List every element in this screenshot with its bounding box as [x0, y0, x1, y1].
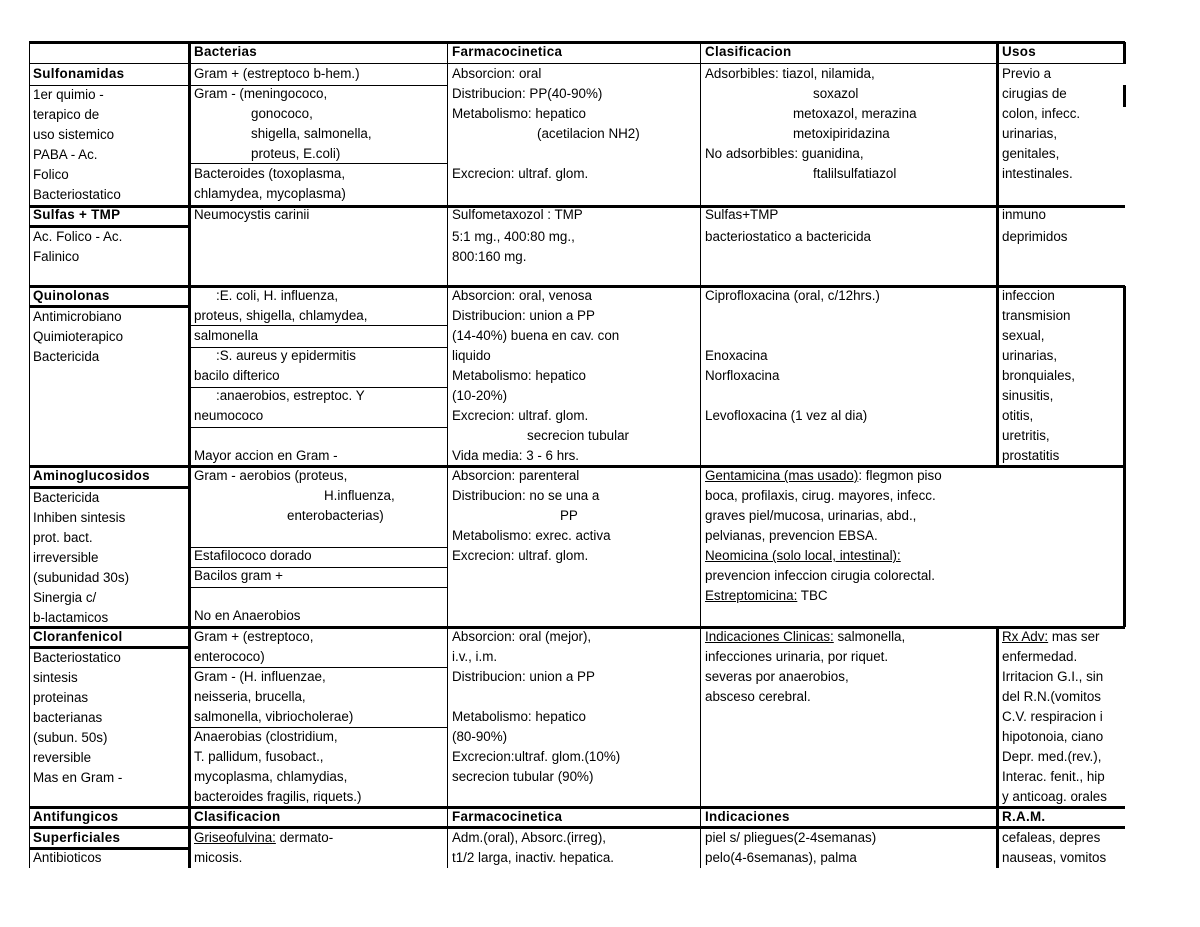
quinolonas-desc: Antimicrobiano Quimioterapico Bactericida [33, 309, 124, 364]
sulfas-tmp-desc: Ac. Folico - Ac. Falinico [33, 229, 123, 264]
col-border [996, 42, 999, 466]
sulfonamidas-clasificacion: Adsorbibles: tiazol, nilamida, soxazol metoxazol, merazina metoxipiridazina No adsorbibles: guanidina, ftalilsulfatiazol [705, 66, 917, 181]
sulfas-tmp-clasificacion: Sulfas+TMP bacteriostatico a bactericida [705, 207, 871, 244]
header-clasificacion: Clasificacion [705, 44, 792, 59]
superficiales-title: Superficiales [33, 830, 121, 845]
antifungicos-ram-header: R.A.M. [1002, 809, 1046, 824]
superficiales-clasificacion: Griseofulvina: dermato- micosis. [194, 830, 334, 865]
gentamicina-label: Gentamicina (mas usado) [705, 468, 859, 483]
quinolonas-farmacocinetica: Absorcion: oral, venosa Distribucion: union a PP (14-40%) buena en cav. con liquido Metabolismo: hepatico (10-20%) Excrecion: ultraf. glom. secrecion tubular Vida media: 3 - 6 hrs. [452, 288, 629, 463]
aminoglucosidos-farmacocinetica: Absorcion: parenteral Distribucion: no se una a PP Metabolismo: exrec. activa Excrecion: ultraf. glom. [452, 468, 611, 563]
sulfas-tmp-bacterias: Neumocystis carinii [194, 207, 310, 222]
quinolonas-bacterias: :E. coli, H. influenza, proteus, shigella, chlamydea, salmonella :S. aureus y epidermitis bacilo difterico :anaerobios, estreptoc. Y neumococo Mayor accion en Gram - [194, 288, 368, 463]
col-border [29, 42, 30, 868]
rx-adv-label: Rx Adv: [1002, 629, 1049, 644]
estreptomicina-label: Estreptomicina: [705, 588, 798, 603]
aminoglucosidos-clasificacion: Gentamicina (mas usado): flegmon piso boca, profilaxis, cirug. mayores, infecc. graves piel/mucosa, urinarias, abd., pelvianas, prevencion EBSA. Neomicina (solo local, intestinal): prevencion infeccion cirugia colorectal. Estreptomicina: TBC [705, 468, 942, 603]
col-border [447, 42, 448, 868]
col-border [1123, 286, 1126, 627]
sulfonamidas-farmacocinetica: Absorcion: oral Distribucion: PP(40-90%) Metabolismo: hepatico (acetilacion NH2) Excrecion: ultraf. glom. [452, 66, 640, 181]
cloranfenicol-rx-adv: Rx Adv: mas ser enfermedad. Irritacion G.I., sin del R.N.(vomitos C.V. respiracion i hipotonoia, ciano Depr. med.(rev.), Interac. fenit., hip y anticoag. orales [1002, 629, 1107, 804]
superficiales-indicaciones: piel s/ pliegues(2-4semanas) pelo(4-6semanas), palma [705, 830, 877, 865]
griseofulvina-label: Griseofulvina: [194, 830, 276, 845]
quinolonas-clasificacion: Ciprofloxacina (oral, c/12hrs.) Enoxacina Norfloxacina Levofloxacina (1 vez al dia) [705, 288, 880, 423]
col-border [1123, 42, 1126, 64]
superficiales-farmacocinetica: Adm.(oral), Absorc.(irreg), t1/2 larga, inactiv. hepatica. [452, 830, 615, 865]
cloranfenicol-desc: Bacteriostatico sintesis proteinas bacterianas (subun. 50s) reversible Mas en Gram - [33, 650, 123, 785]
aminoglucosidos-title: Aminoglucosidos [33, 468, 150, 483]
antifungicos-indicaciones-header: Indicaciones [705, 809, 790, 824]
sulfonamidas-title: Sulfonamidas [33, 66, 125, 81]
sulfonamidas-desc: 1er quimio - terapico de uso sistemico PABA - Ac. Folico Bacteriostatico [33, 87, 121, 202]
pharmacology-table [29, 42, 1125, 868]
header-usos: Usos [1002, 44, 1036, 59]
col-border [1123, 85, 1126, 107]
superficiales-ram: cefaleas, depres nauseas, vomitos [1002, 830, 1107, 865]
cloranfenicol-title: Cloranfenicol [33, 629, 123, 644]
header-bacterias: Bacterias [194, 44, 257, 59]
col-border [188, 42, 191, 868]
quinolonas-usos: infeccion transmision sexual, urinarias, bronquiales, sinusitis, otitis, uretritis, prostatitis [1002, 288, 1075, 463]
aminoglucosidos-desc: Bactericida Inhiben sintesis prot. bact. irreversible (subunidad 30s) Sinergia c/ b-lactamicos [33, 490, 130, 625]
col-border [700, 42, 701, 868]
indicaciones-clinicas-label: Indicaciones Clinicas: [705, 629, 834, 644]
cloranfenicol-indicaciones: Indicaciones Clinicas: salmonella, infecciones urinaria, por riquet. severas por anaerobios, absceso cerebral. [705, 629, 906, 704]
neomicina-label: Neomicina (solo local, intestinal): [705, 548, 901, 563]
header-farmacocinetica: Farmacocinetica [452, 44, 563, 59]
col-border [996, 627, 999, 868]
sulfonamidas-bacterias: Gram + (estreptoco b-hem.) Gram - (meningococo, gonococo, shigella, salmonella, proteus, E.coli) Bacteroides (toxoplasma, chlamydea, mycoplasma) [194, 66, 372, 201]
sulfas-tmp-usos: inmuno deprimidos [1002, 207, 1068, 244]
sulfas-tmp-title: Sulfas + TMP [33, 207, 121, 222]
cloranfenicol-bacterias: Gram + (estreptoco, enterococo) Gram - (H. influenzae, neisseria, brucella, salmonella, vibriocholerae) Anaerobias (clostridium, T. pallidum, fusobact., mycoplasma, chlamydias, bacteroides fragilis, riquets.) [194, 629, 362, 804]
antifungicos-title: Antifungicos [33, 809, 119, 824]
antifungicos-clasificacion-header: Clasificacion [194, 809, 281, 824]
superficiales-desc: Antibioticos [33, 850, 102, 865]
sulfas-tmp-farmacocinetica: Sulfometaxozol : TMP 5:1 mg., 400:80 mg., 800:160 mg. [452, 207, 583, 264]
quinolonas-title: Quinolonas [33, 288, 110, 303]
antifungicos-farmacocinetica-header: Farmacocinetica [452, 809, 563, 824]
aminoglucosidos-bacterias: Gram - aerobios (proteus, H.influenza, enterobacterias) Estafilococo dorado Bacilos gram + No en Anaerobios [194, 468, 395, 623]
sulfonamidas-usos: Previo a cirugias de colon, infecc. urinarias, genitales, intestinales. [1002, 66, 1081, 181]
cloranfenicol-farmacocinetica: Absorcion: oral (mejor), i.v., i.m. Distribucion: union a PP Metabolismo: hepatico (80-90%) Excrecion:ultraf. glom.(10%) secrecion tubular (90%) [452, 629, 621, 784]
